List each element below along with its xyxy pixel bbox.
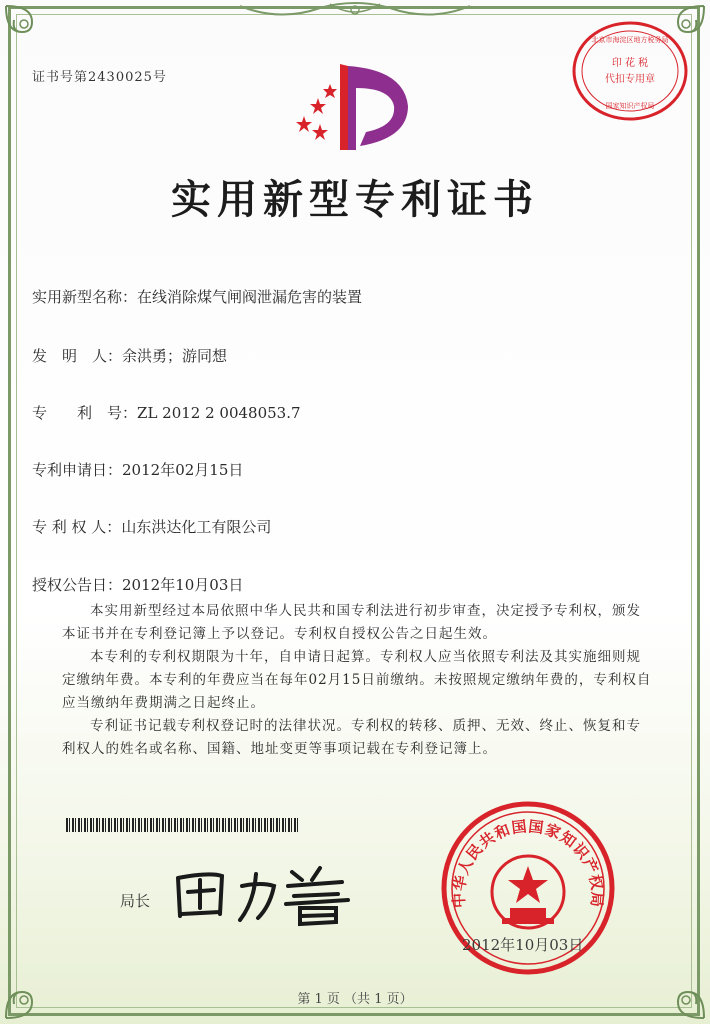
certificate-number: 证书号第2430025号 <box>32 70 167 85</box>
corner-ornament-top-left <box>2 2 62 62</box>
top-border-ornament <box>240 0 470 24</box>
director-label: 局长 <box>120 892 151 910</box>
field-utility-model-name <box>32 286 362 307</box>
field-value: 在线消除煤气闸阀泄漏危害的装置 <box>137 288 363 306</box>
certificate-body <box>62 600 652 761</box>
seal-arc-text: 中华人民共和国国家知识产权局 <box>449 817 607 909</box>
body-paragraph: 本专利的专利权期限为十年，自申请日起算。专利权人应当依照专利法及其实施细则规定缴纳年费。本专利的年费应当在每年02月15日前缴纳。未按照规定缴纳年费的，专利权自应当缴纳年费期满之日起终止。 <box>62 649 652 711</box>
field-value: 2012年10月03日 <box>122 576 244 594</box>
page-number: 第 1 页 （共 1 页） <box>297 992 413 1007</box>
tax-stamp-seal <box>571 20 689 122</box>
field-label: 专 利 权 人： <box>32 518 122 536</box>
field-value: 2012年02月15日 <box>122 461 244 479</box>
field-label: 实用新型名称： <box>32 288 138 306</box>
page-title: 实用新型专利证书 <box>171 176 539 223</box>
field-grant-date <box>32 574 243 595</box>
body-paragraph: 本实用新型经过本局依照中华人民共和国专利法进行初步审查，决定授予专利权，颁发本证书并在专利登记簿上予以登记。专利权自授权公告之日起生效。 <box>62 603 641 642</box>
svg-text:代扣专用章: 代扣专用章 <box>605 74 655 85</box>
svg-text:中华人民共和国国家知识产权局 <box>450 817 607 908</box>
field-label: 专利申请日： <box>32 461 123 479</box>
seal-date: 2012年10月03日 <box>462 936 584 954</box>
field-patent-number <box>32 402 301 423</box>
field-application-date <box>32 459 243 480</box>
svg-text:印 花 税: 印 花 税 <box>611 58 649 69</box>
svg-text:国家知识产权局: 国家知识产权局 <box>605 102 655 110</box>
field-label: 授权公告日： <box>32 576 123 594</box>
barcode <box>66 818 298 832</box>
field-patentee <box>32 516 271 537</box>
field-label: 发 明 人： <box>32 347 123 365</box>
field-value: 余洪勇；游同想 <box>122 347 228 365</box>
field-value: 山东洪达化工有限公司 <box>121 518 272 536</box>
director-signature <box>170 858 360 928</box>
field-value: ZL 2012 2 0048053.7 <box>137 404 301 422</box>
field-inventor <box>32 345 227 366</box>
svg-text:北京市海淀区地方税务局: 北京市海淀区地方税务局 <box>591 36 669 44</box>
body-paragraph: 专利证书记载专利权登记时的法律状况。专利权的转移、质押、无效、终止、恢复和专利权人的姓名或名称、国籍、地址变更等事项记载在专利登记簿上。 <box>62 718 641 757</box>
patent-office-logo-icon <box>290 58 420 158</box>
field-label: 专 利 号： <box>32 404 138 422</box>
